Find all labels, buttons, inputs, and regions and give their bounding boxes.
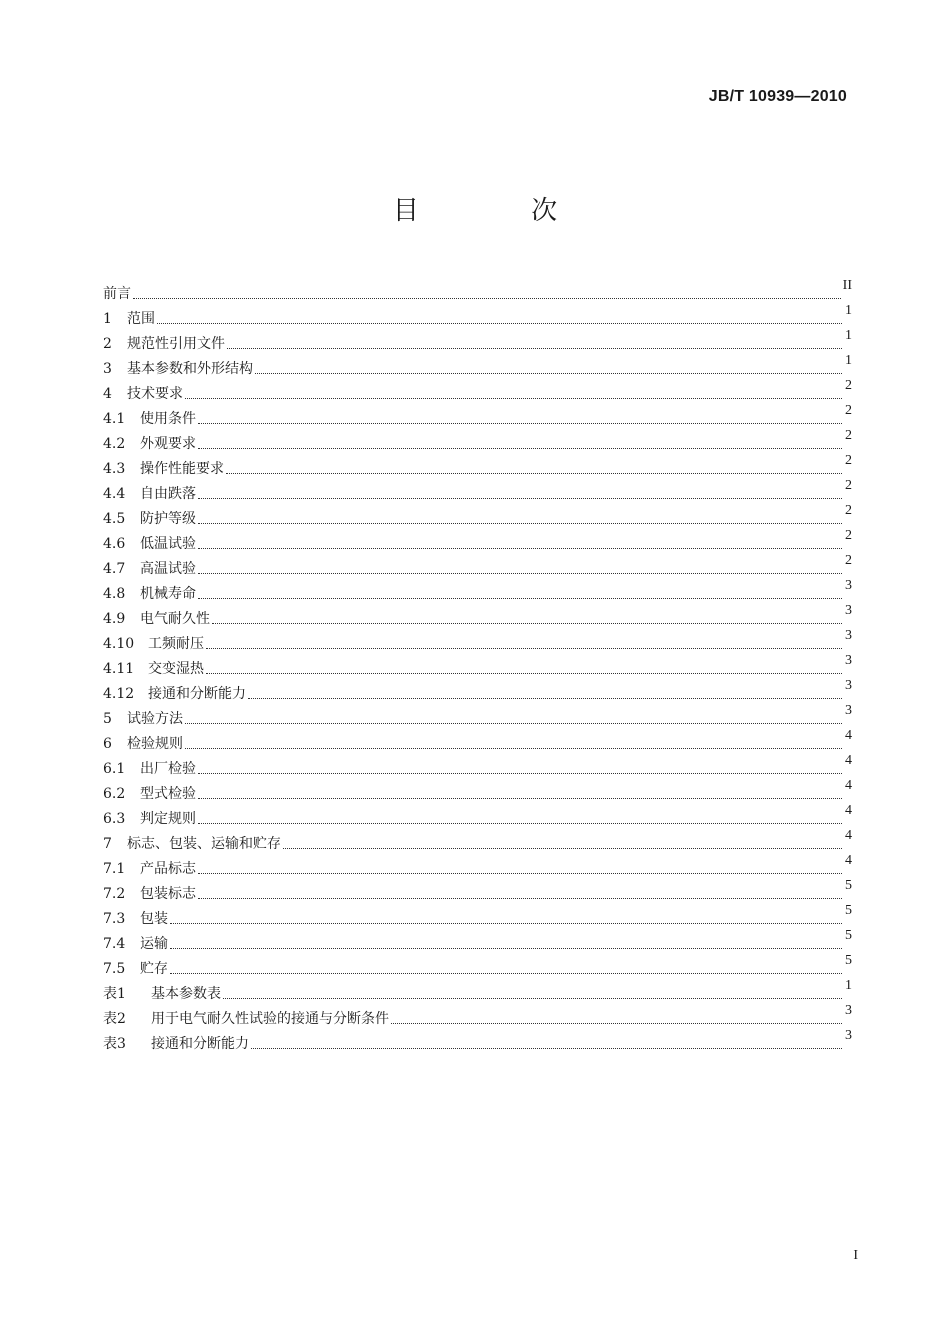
toc-entry-page: II (842, 278, 852, 293)
toc-entry-page: 5 (845, 953, 852, 968)
dot-leader (198, 498, 842, 499)
toc-entry-label (103, 610, 210, 628)
toc-entry-page: 4 (845, 728, 852, 743)
toc-entry-number: 4.4 (103, 486, 126, 502)
toc-entry[interactable] (103, 303, 852, 328)
toc-entry[interactable] (103, 553, 852, 578)
dot-leader (170, 948, 842, 949)
toc-entry-label (103, 885, 196, 903)
toc-entry-title: 低温试验 (140, 536, 196, 552)
toc-entry-label (103, 960, 168, 978)
toc-entry-page: 2 (845, 478, 852, 493)
toc-entry-number: 7.1 (103, 861, 126, 877)
toc-entry-label (103, 435, 196, 453)
toc-entry-title: 产品标志 (140, 861, 196, 877)
toc-entry-number: 2 (103, 336, 112, 352)
toc-entry[interactable] (103, 753, 852, 778)
page-title: 目 次 (392, 196, 610, 226)
toc-entry-label (103, 510, 196, 528)
dot-leader (198, 423, 842, 424)
toc-entry-number: 4.1 (103, 411, 126, 427)
toc-entry[interactable] (103, 778, 852, 803)
toc-entry-number: 5 (103, 711, 112, 727)
toc-entry-title: 技术要求 (127, 386, 183, 402)
toc-entry[interactable] (103, 853, 852, 878)
toc-entry-label (103, 835, 281, 853)
dot-leader (185, 748, 842, 749)
toc-entry-title: 防护等级 (140, 511, 196, 527)
toc-entry-title: 自由跌落 (140, 486, 196, 502)
page-number: I (853, 1248, 858, 1263)
dot-leader (212, 623, 842, 624)
dot-leader (223, 998, 842, 999)
toc-entry-label (103, 385, 183, 403)
dot-leader (283, 848, 842, 849)
toc-entry-label (103, 560, 196, 578)
toc-entry-title: 范围 (127, 311, 155, 327)
toc-entry[interactable] (103, 828, 852, 853)
toc-entry-number: 7.4 (103, 936, 126, 952)
toc-entry-number: 3 (103, 361, 112, 377)
toc-entry-title: 用于电气耐久性试验的接通与分断条件 (151, 1011, 389, 1027)
toc-entry-page: 3 (845, 703, 852, 718)
toc-entry[interactable] (103, 1028, 852, 1053)
toc-entry-number: 1 (103, 311, 112, 327)
toc-entry-page: 5 (845, 878, 852, 893)
toc-entry-title: 操作性能要求 (140, 461, 224, 477)
toc-entry-title: 试验方法 (127, 711, 183, 727)
toc-entry-label (103, 685, 246, 703)
toc-entry-title: 高温试验 (140, 561, 196, 577)
toc-entry-label (103, 985, 221, 1003)
toc-entry-label (103, 660, 204, 678)
dot-leader (198, 573, 842, 574)
toc-entry-label (103, 360, 253, 378)
toc-entry-number: 7 (103, 836, 112, 852)
toc-entry-title: 判定规则 (140, 811, 196, 827)
toc-entry-title: 标志、包装、运输和贮存 (127, 836, 281, 852)
toc-entry-title: 出厂检验 (140, 761, 196, 777)
toc-entry-title: 使用条件 (140, 411, 196, 427)
toc-entry[interactable] (103, 903, 852, 928)
toc-entry-page: 2 (845, 553, 852, 568)
toc-entry-title: 基本参数和外形结构 (127, 361, 253, 377)
toc-entry-label (103, 410, 196, 428)
toc-entry-page: 1 (845, 328, 852, 343)
toc-entry-number: 4.9 (103, 611, 126, 627)
toc-entry-label (103, 485, 196, 503)
dot-leader (198, 598, 842, 599)
toc-entry[interactable] (103, 278, 852, 303)
toc-entry-page: 3 (845, 1028, 852, 1043)
toc-entry[interactable] (103, 728, 852, 753)
dot-leader (248, 698, 842, 699)
toc-entry[interactable] (103, 378, 852, 403)
toc-entry-page: 3 (845, 628, 852, 643)
toc-entry-label (103, 535, 196, 553)
dot-leader (227, 348, 842, 349)
dot-leader (198, 873, 842, 874)
toc-entry-page: 4 (845, 828, 852, 843)
toc-entry-label (103, 335, 225, 353)
toc-entry[interactable] (103, 1003, 852, 1028)
toc-entry[interactable] (103, 953, 852, 978)
toc-entry[interactable] (103, 578, 852, 603)
standard-number: JB/T 10939—2010 (708, 88, 847, 105)
toc-entry-number: 4.6 (103, 536, 126, 552)
toc-entry[interactable] (103, 703, 852, 728)
toc-entry-label (103, 585, 196, 603)
toc-entry-page: 3 (845, 603, 852, 618)
toc-entry-number: 6.2 (103, 786, 126, 802)
toc-entry-page: 5 (845, 928, 852, 943)
toc-entry[interactable] (103, 428, 852, 453)
toc-entry-label (103, 910, 168, 928)
toc-entry-title: 基本参数表 (151, 986, 221, 1002)
toc-entry[interactable] (103, 928, 852, 953)
dot-leader (170, 973, 842, 974)
dot-leader (198, 773, 842, 774)
toc-entry-label (103, 935, 168, 953)
toc-entry-number: 7.5 (103, 961, 126, 977)
toc-entry-title: 包装标志 (140, 886, 196, 902)
toc-entry-label (103, 760, 196, 778)
dot-leader (255, 373, 842, 374)
toc-entry[interactable] (103, 328, 852, 353)
toc-entry-number: 7.3 (103, 911, 126, 927)
toc-entry-number: 6 (103, 736, 112, 752)
toc-entry-page: 3 (845, 1003, 852, 1018)
toc-entry-title: 机械寿命 (140, 586, 196, 602)
dot-leader (198, 523, 842, 524)
toc-entry-title: 规范性引用文件 (127, 336, 225, 352)
toc-entry-page: 2 (845, 503, 852, 518)
toc-entry[interactable] (103, 978, 852, 1003)
toc-entry[interactable] (103, 478, 852, 503)
toc-entry-title: 包装 (140, 911, 168, 927)
toc-entry-label (103, 285, 131, 303)
toc-entry-title: 工频耐压 (148, 636, 204, 652)
toc-entry-title: 接通和分断能力 (148, 686, 246, 702)
toc-entry[interactable] (103, 453, 852, 478)
toc-entry-page: 4 (845, 753, 852, 768)
toc-entry-title: 交变湿热 (148, 661, 204, 677)
dot-leader (198, 798, 842, 799)
toc-entry-number: 4.5 (103, 511, 126, 527)
toc-entry-title: 电气耐久性 (140, 611, 210, 627)
toc-entry-label (103, 310, 155, 328)
toc-entry-number: 4.8 (103, 586, 126, 602)
toc-entry[interactable] (103, 878, 852, 903)
dot-leader (251, 1048, 842, 1049)
toc-entry-page: 4 (845, 778, 852, 793)
dot-leader (206, 673, 842, 674)
toc-entry-page: 1 (845, 978, 852, 993)
toc-entry[interactable] (103, 353, 852, 378)
toc-entry-title: 型式检验 (140, 786, 196, 802)
toc-entry-number: 6.3 (103, 811, 126, 827)
toc-entry-label (103, 710, 183, 728)
table-of-contents (103, 278, 852, 1053)
toc-entry-title: 运输 (140, 936, 168, 952)
toc-entry-number: 7.2 (103, 886, 126, 902)
dot-leader (198, 898, 842, 899)
toc-entry-number: 表1 (103, 986, 126, 1002)
toc-entry[interactable] (103, 503, 852, 528)
toc-entry-number: 表3 (103, 1036, 126, 1052)
toc-entry[interactable] (103, 678, 852, 703)
toc-entry-label (103, 735, 183, 753)
toc-entry-page: 4 (845, 803, 852, 818)
toc-entry-label (103, 785, 196, 803)
dot-leader (185, 723, 842, 724)
toc-entry-page: 2 (845, 378, 852, 393)
dot-leader (226, 473, 842, 474)
dot-leader (198, 448, 842, 449)
toc-entry-number: 4.2 (103, 436, 126, 452)
dot-leader (206, 648, 842, 649)
toc-entry-page: 3 (845, 578, 852, 593)
toc-entry-number: 4.11 (103, 661, 135, 677)
dot-leader (198, 823, 842, 824)
toc-entry-page: 2 (845, 528, 852, 543)
toc-entry-number: 6.1 (103, 761, 126, 777)
toc-entry-label (103, 1035, 249, 1053)
toc-entry-page: 1 (845, 353, 852, 368)
toc-entry-number: 4.10 (103, 636, 135, 652)
toc-entry-title: 检验规则 (127, 736, 183, 752)
toc-entry-page: 2 (845, 428, 852, 443)
toc-entry[interactable] (103, 403, 852, 428)
toc-entry[interactable] (103, 803, 852, 828)
dot-leader (185, 398, 842, 399)
toc-entry-page: 2 (845, 453, 852, 468)
dot-leader (157, 323, 842, 324)
toc-entry-number: 4.12 (103, 686, 135, 702)
toc-entry-page: 3 (845, 653, 852, 668)
toc-entry[interactable] (103, 528, 852, 553)
toc-entry-number: 4.7 (103, 561, 126, 577)
toc-entry-title: 贮存 (140, 961, 168, 977)
toc-entry-title: 接通和分断能力 (151, 1036, 249, 1052)
dot-leader (198, 548, 842, 549)
toc-entry-number: 4.3 (103, 461, 126, 477)
toc-entry-number: 表2 (103, 1011, 126, 1027)
toc-entry-page: 4 (845, 853, 852, 868)
toc-entry-page: 5 (845, 903, 852, 918)
toc-entry[interactable] (103, 653, 852, 678)
toc-entry-page: 3 (845, 678, 852, 693)
toc-entry-label (103, 810, 196, 828)
toc-entry[interactable] (103, 628, 852, 653)
dot-leader (391, 1023, 842, 1024)
toc-entry-number: 4 (103, 386, 112, 402)
toc-entry-label (103, 1010, 389, 1028)
toc-entry[interactable] (103, 603, 852, 628)
dot-leader (133, 298, 841, 299)
toc-entry-title: 外观要求 (140, 436, 196, 452)
toc-entry-label (103, 635, 204, 653)
dot-leader (170, 923, 842, 924)
toc-entry-label (103, 460, 224, 478)
toc-entry-page: 2 (845, 403, 852, 418)
toc-entry-title: 前言 (103, 286, 131, 302)
toc-entry-label (103, 860, 196, 878)
toc-entry-page: 1 (845, 303, 852, 318)
